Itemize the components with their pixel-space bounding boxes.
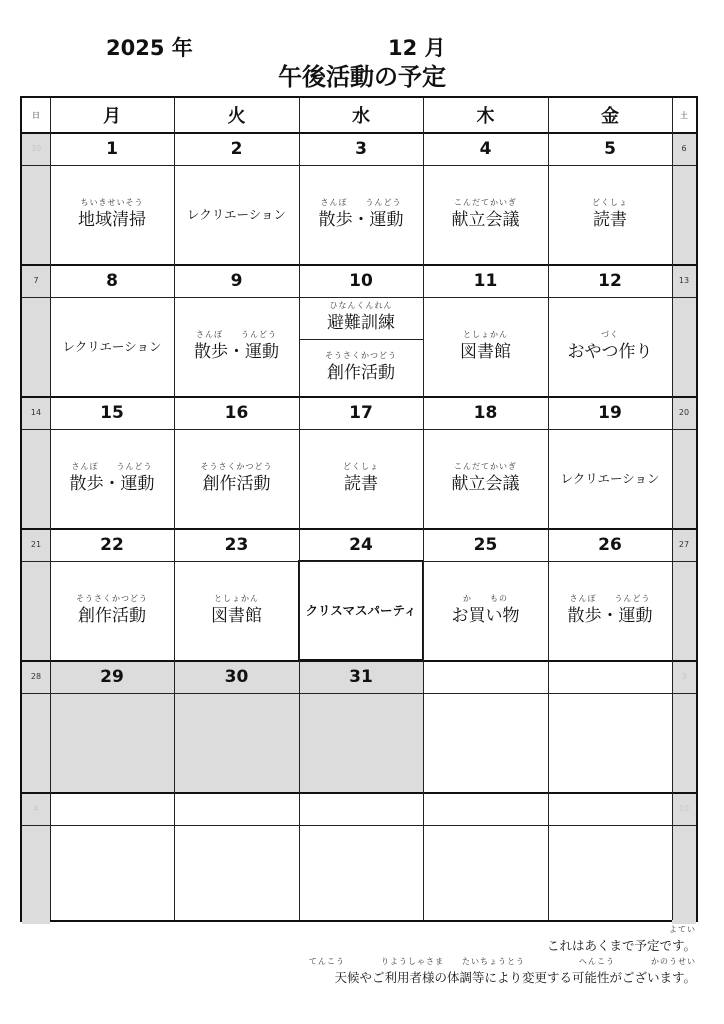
activity-ruby: そうさくかつどう xyxy=(325,350,397,360)
activity-name: 図書館 xyxy=(211,606,262,627)
activity-line xyxy=(592,199,628,230)
note-ruby: てんこう りようしゃさま たいちょうとう へんこう かのうせい xyxy=(309,957,696,966)
day-number: 19 xyxy=(598,402,622,423)
day-number: 25 xyxy=(473,534,498,555)
activity-ruby: ちいきせいそう xyxy=(80,198,144,208)
day-number xyxy=(548,660,672,693)
day-number: 16 xyxy=(224,402,249,423)
weekday-header-mon: 月 xyxy=(103,106,121,127)
side-date-sun: 4 xyxy=(33,804,39,813)
weekday-header-fri: 金 xyxy=(601,106,619,127)
activity-name: 献立会議 xyxy=(451,474,520,495)
activity-ruby: どくしょ xyxy=(592,198,628,208)
activity-line xyxy=(78,199,146,230)
side-date-sat: 13 xyxy=(678,276,690,285)
day-number: 18 xyxy=(473,402,498,423)
date-row-divider xyxy=(22,165,696,166)
activity-name: クリスマスパーティ xyxy=(305,602,417,618)
day-number xyxy=(50,792,174,825)
activity-ruby: さんぽ うんどう xyxy=(196,330,277,340)
note-ruby: よてい xyxy=(669,925,696,934)
activity-entry xyxy=(50,561,174,660)
activity-entry xyxy=(423,165,548,264)
day-number: 17 xyxy=(349,402,373,423)
activity-name: レクリエーション xyxy=(560,470,660,486)
activity-entry xyxy=(423,561,548,660)
side-date-sun: 7 xyxy=(33,276,39,285)
activity-name: 創作活動 xyxy=(327,362,395,383)
side-date-sat: 20 xyxy=(678,408,690,417)
activity-ruby: どくしょ xyxy=(343,462,379,472)
activity-entry xyxy=(548,297,672,396)
activity-name: 読書 xyxy=(344,474,378,495)
column-divider xyxy=(423,98,424,920)
activity-ruby: ひなんくんれん xyxy=(329,301,393,311)
week-divider xyxy=(22,792,696,794)
activity-ruby: そうさくかつどう xyxy=(76,594,148,604)
activity-line xyxy=(452,595,520,626)
activity-name: おやつ作り xyxy=(567,342,653,363)
day-number: 12 xyxy=(598,270,622,291)
activity-line xyxy=(568,595,653,626)
activity-line xyxy=(560,472,659,486)
activity-ruby: としょかん xyxy=(463,330,508,340)
activity-entry xyxy=(174,297,299,396)
day-number xyxy=(423,792,548,825)
activity-name: 地域清掃 xyxy=(78,210,146,231)
activity-ruby: さんぽ うんどう xyxy=(569,594,651,604)
activity-name: 避難訓練 xyxy=(327,313,395,334)
day-number: 3 xyxy=(355,138,367,159)
activity-name: 創作活動 xyxy=(202,474,271,495)
week-divider xyxy=(22,264,696,266)
day-number: 8 xyxy=(106,270,118,291)
weekday-header-sat: 土 xyxy=(680,110,688,120)
activity-name: 図書館 xyxy=(460,342,511,363)
activity-name: 献立会議 xyxy=(451,210,520,231)
day-number: 11 xyxy=(473,270,498,291)
day-number xyxy=(174,792,299,825)
activity-entry xyxy=(50,297,174,396)
date-row-divider xyxy=(22,825,696,826)
week-divider xyxy=(22,660,696,662)
date-row-divider xyxy=(22,297,696,298)
day-number: 31 xyxy=(349,666,373,687)
activity-ruby: としょかん xyxy=(214,594,259,604)
date-row-divider xyxy=(22,693,696,694)
activity-line xyxy=(76,595,148,626)
activity-line xyxy=(452,463,520,494)
day-number xyxy=(299,792,423,825)
column-divider xyxy=(174,98,175,920)
day-number xyxy=(423,660,548,693)
weekday-header-tue: 火 xyxy=(227,106,246,127)
activity-name: 散歩・運動 xyxy=(194,342,279,363)
column-divider xyxy=(50,98,51,920)
note-change-disclaimer xyxy=(309,958,696,986)
activity-entry xyxy=(299,165,423,264)
activity-line xyxy=(211,595,262,626)
activity-entry xyxy=(174,561,299,660)
week-divider xyxy=(22,528,696,530)
activity-entry xyxy=(548,429,672,528)
activity-name: レクリエーション xyxy=(62,338,162,354)
calendar-month: 12 月 xyxy=(388,36,446,60)
note-text: 天候やご利用者様の体調等により変更する可能性がございます。 xyxy=(334,970,696,985)
activity-line xyxy=(187,208,286,222)
activity-name: 散歩・運動 xyxy=(69,474,155,495)
activity-name: 創作活動 xyxy=(78,606,146,627)
side-date-sat: 3 xyxy=(681,672,687,681)
day-number: 1 xyxy=(106,138,118,159)
note-text: これはあくまで予定です。 xyxy=(546,938,696,953)
side-date-sat: 6 xyxy=(681,144,687,153)
activity-entry xyxy=(50,429,174,528)
page-title: 午後活動の予定 xyxy=(278,63,446,91)
activity-name: お買い物 xyxy=(451,606,520,627)
activity-ruby: こんだてかいぎ xyxy=(454,462,517,472)
activity-name: レクリエーション xyxy=(186,206,286,222)
column-divider xyxy=(548,98,549,920)
side-date-sun: 14 xyxy=(30,408,42,417)
activity-ruby: か もの xyxy=(463,594,508,604)
activity-line xyxy=(460,331,511,362)
activity-name: 読書 xyxy=(593,210,627,231)
calendar-grid xyxy=(20,96,698,922)
activity-line xyxy=(568,331,653,362)
activity-name: 散歩・運動 xyxy=(567,606,653,627)
highlight-box xyxy=(298,560,424,661)
day-number: 4 xyxy=(479,138,492,159)
side-date-sun: 21 xyxy=(30,540,42,549)
activity-ruby: そうさくかつどう xyxy=(200,462,273,472)
activity-line xyxy=(327,302,395,333)
day-number: 2 xyxy=(230,138,243,159)
day-number: 26 xyxy=(598,534,622,555)
day-number: 15 xyxy=(100,402,124,423)
activity-line xyxy=(70,463,155,494)
week-divider xyxy=(22,132,696,134)
activity-entry xyxy=(174,165,299,264)
activity-ruby: こんだてかいぎ xyxy=(454,198,517,208)
weekday-header-wed: 水 xyxy=(352,106,370,127)
activity-line xyxy=(319,199,404,230)
activity-line xyxy=(201,463,273,494)
day-number: 29 xyxy=(100,666,124,687)
week-divider xyxy=(22,396,696,398)
activity-entry xyxy=(423,429,548,528)
day-number: 24 xyxy=(349,534,373,555)
activity-entry xyxy=(299,339,423,397)
activity-entry xyxy=(548,561,672,660)
side-date-sun: 28 xyxy=(30,672,42,681)
day-number: 30 xyxy=(224,666,249,687)
activity-entry xyxy=(423,297,548,396)
activity-ruby: さんぽ うんどう xyxy=(320,198,402,208)
weekday-header-thu: 木 xyxy=(476,106,495,127)
activity-ruby: さんぽ うんどう xyxy=(71,462,153,472)
day-number: 5 xyxy=(604,138,616,159)
activity-line xyxy=(62,340,161,354)
activity-name: 散歩・運動 xyxy=(318,210,404,231)
activity-entry xyxy=(548,165,672,264)
day-number xyxy=(548,792,672,825)
calendar-year: 2025 年 xyxy=(106,36,193,60)
day-number: 10 xyxy=(349,270,373,291)
activity-line xyxy=(343,463,379,494)
activity-ruby: づく xyxy=(601,330,619,340)
activity-entry xyxy=(50,165,174,264)
column-divider xyxy=(672,98,673,920)
side-date-sat: 10 xyxy=(678,804,690,813)
day-number: 22 xyxy=(100,534,124,555)
day-number: 23 xyxy=(224,534,249,555)
weekday-header-sun: 日 xyxy=(32,110,40,120)
activity-entry xyxy=(299,297,423,339)
date-row-divider xyxy=(22,561,696,562)
activity-line xyxy=(452,199,520,230)
note-schedule-disclaimer xyxy=(547,926,696,954)
activity-line xyxy=(194,331,279,362)
date-row-divider xyxy=(22,429,696,430)
column-divider xyxy=(299,98,300,920)
activity-entry xyxy=(299,429,423,528)
side-date-sat: 27 xyxy=(678,540,690,549)
activity-entry xyxy=(174,429,299,528)
activity-line xyxy=(325,352,397,383)
side-date-sun: 30 xyxy=(30,144,42,153)
activity-separator xyxy=(299,339,423,340)
day-number: 9 xyxy=(230,270,243,291)
